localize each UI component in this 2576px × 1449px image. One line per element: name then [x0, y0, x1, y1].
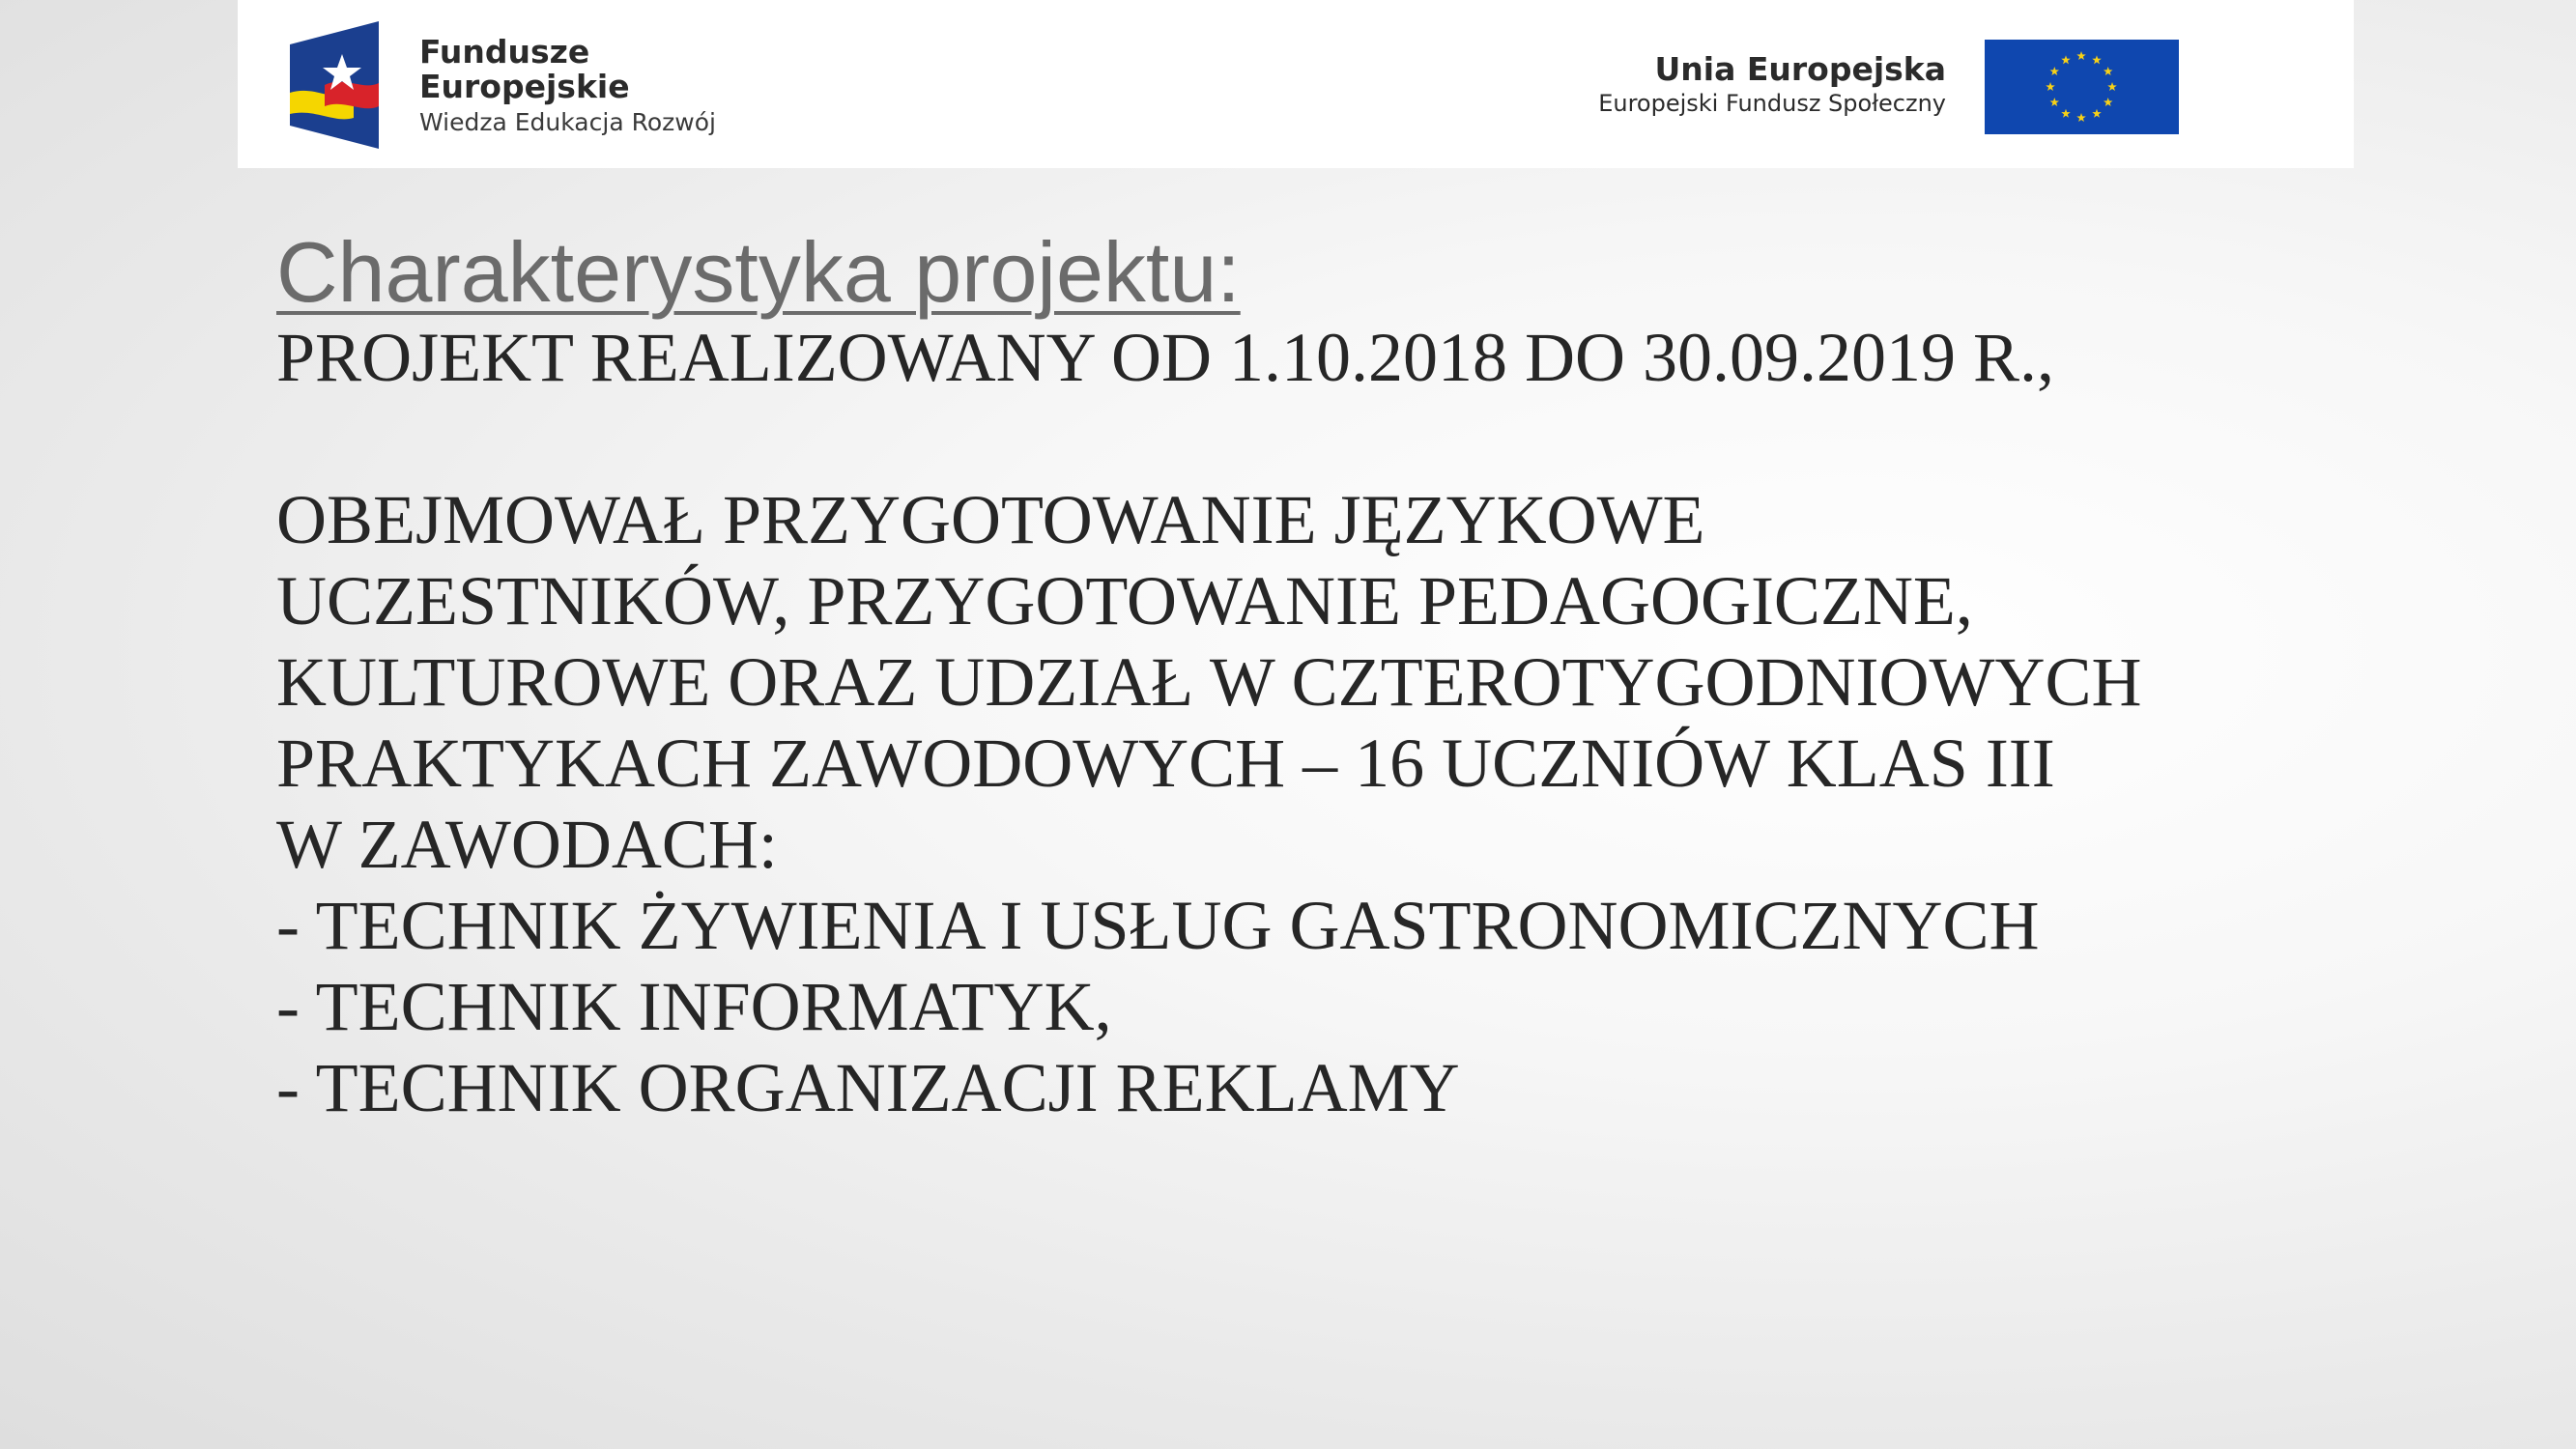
- fundusze-europejskie-logo-icon: [286, 17, 390, 153]
- profession-item: - TECHNIK ORGANIZACJI REKLAMY: [276, 1049, 1460, 1126]
- ue-logo-line2: Europejski Fundusz Społeczny: [1598, 90, 1946, 117]
- logo-bar: [238, 0, 2354, 168]
- description-line: OBEJMOWAŁ PRZYGOTOWANIE JĘZYKOWE: [276, 481, 1705, 558]
- fe-logo-line1: Fundusze: [419, 33, 590, 71]
- fundusze-europejskie-text: [419, 35, 716, 141]
- profession-item: - TECHNIK ŻYWIENIA I USŁUG GASTRONOMICZNYCH: [276, 887, 2040, 964]
- description-line: PRAKTYKACH ZAWODOWYCH – 16 UCZNIÓW KLAS III: [276, 724, 2055, 802]
- ue-logo-line1: Unia Europejska: [1654, 50, 1946, 88]
- fe-logo-line2: Europejskie: [419, 68, 630, 105]
- profession-item: - TECHNIK INFORMATYK,: [276, 968, 1112, 1045]
- eu-flag-icon: [1985, 40, 2179, 134]
- description-line: UCZESTNIKÓW, PRZYGOTOWANIE PEDAGOGICZNE,: [276, 562, 1973, 639]
- description-line: W ZAWODACH:: [276, 806, 778, 883]
- slide-body: [276, 317, 2518, 1128]
- unia-europejska-text: [1598, 50, 1946, 118]
- slide-title: Charakterystyka projektu:: [276, 224, 1241, 320]
- description-line: KULTUROWE ORAZ UDZIAŁ W CZTEROTYGODNIOWYCH: [276, 643, 2142, 721]
- fe-logo-line3: Wiedza Edukacja Rozwój: [419, 108, 716, 136]
- paragraph-gap: [276, 398, 2518, 479]
- project-period-text: PROJEKT REALIZOWANY OD 1.10.2018 DO 30.09.2019 R.,: [276, 319, 2054, 396]
